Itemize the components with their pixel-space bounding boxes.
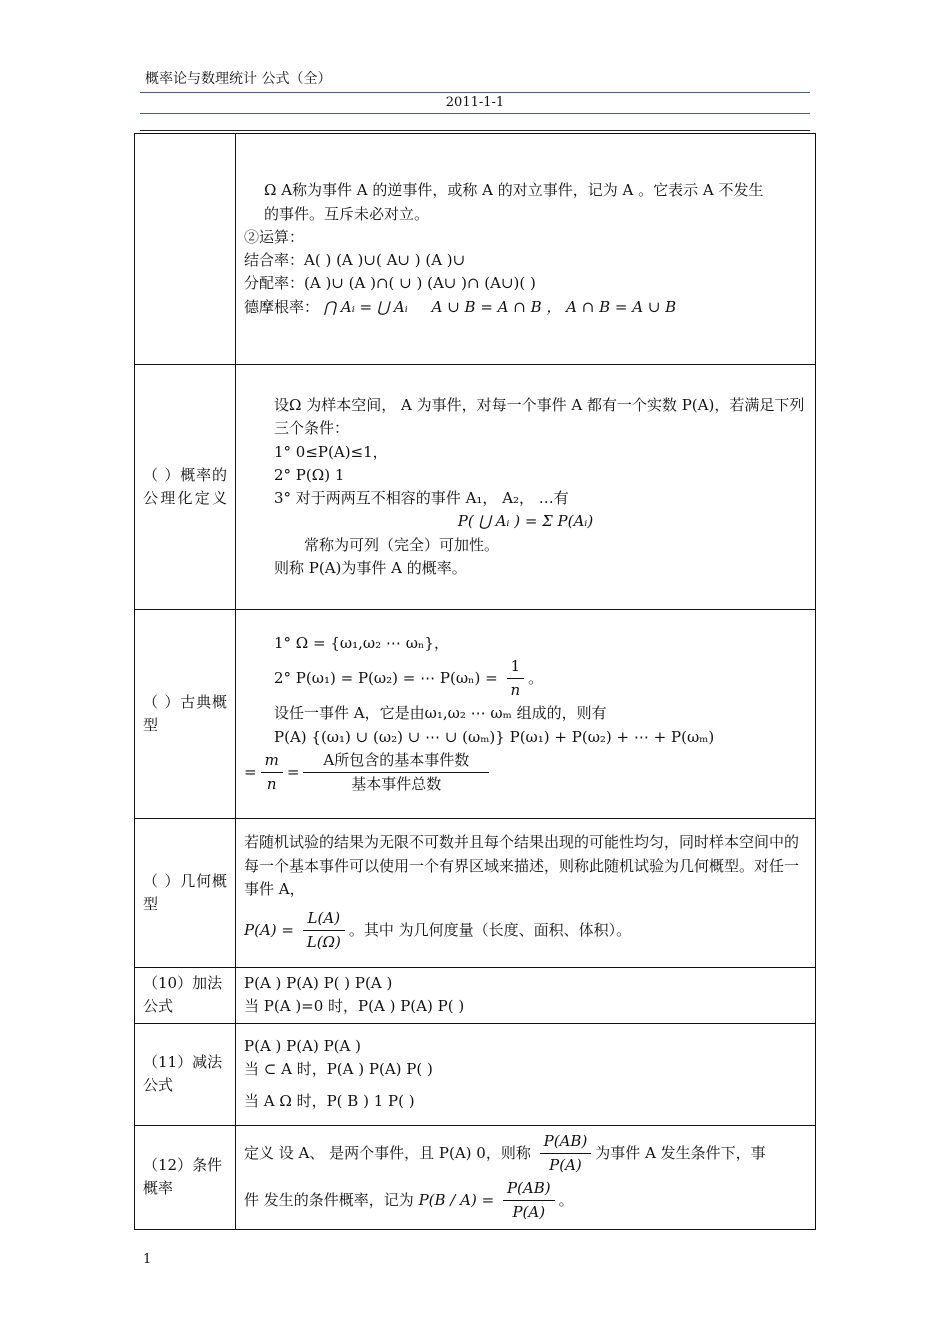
formula-table xyxy=(134,133,816,1230)
content-line: 当 A Ω 时，P( B ) 1 P( ) xyxy=(244,1091,415,1110)
row-content xyxy=(236,1125,816,1229)
fraction-denominator: P(A) xyxy=(512,1203,546,1222)
conditional-note: 件 发生的条件概率，记为 xyxy=(244,1190,414,1209)
row-label: （ ）古典概型 xyxy=(135,610,236,819)
page-number: 1 xyxy=(143,1252,152,1267)
fraction-numerator: m xyxy=(261,749,283,773)
row-label xyxy=(135,134,236,365)
header-title: 概率论与数理统计 公式（全） xyxy=(145,71,332,87)
table-row xyxy=(135,968,816,1024)
content-line: = $\frac{m}{n}$ = $\frac{\text{A所包含的基本事件数}}{\text{基本事件总数}}$ xyxy=(244,749,807,797)
fraction-numerator: L(A) xyxy=(303,907,345,931)
content-line xyxy=(244,296,807,319)
fraction-conditional xyxy=(503,1177,555,1225)
content-line: 2° P(ω₁) = P(ω₂) = ⋯ P(ωₙ) = $\frac{1}{n}$ 。 xyxy=(244,655,807,703)
row-label: （ ）概率的公理化定义 xyxy=(135,365,236,610)
conditional-def: 定义 设 A、 是两个事件，且 P(A) 0，则称 xyxy=(244,1143,531,1162)
content-line xyxy=(244,1130,807,1178)
content-line: P(A) {(ω₁) ∪ (ω₂) ∪ ⋯ ∪ (ωₘ)} P(ω₁) + P(ω₂) + ⋯ + P(ωₘ) xyxy=(274,727,715,746)
content-line: 常称为可列（完全）可加性。 xyxy=(304,535,500,554)
fraction-numerator: A所包含的基本事件数 xyxy=(303,749,489,773)
content-line: Ω A称为事件 A 的逆事件，或称 A 的对立事件，记为 A 。它表示 A 不发生 xyxy=(264,181,764,200)
equal-probability-text: 2° P(ω₁) = P(ω₂) = ⋯ P(ωₙ) = xyxy=(274,668,503,687)
row-label: （ ）几何概型 xyxy=(135,819,236,968)
row-content xyxy=(236,1023,816,1125)
geometric-lhs: P(A) = xyxy=(244,920,294,939)
header-date: 2011-1-1 xyxy=(445,95,505,110)
conditional-lhs: P(B / A) = xyxy=(418,1190,495,1209)
table-row xyxy=(135,1023,816,1125)
content-line: 则称 P(A)为事件 A 的概率。 xyxy=(274,558,467,577)
content-line: 当 P(A )=0 时，P(A ) P(A) P( ) xyxy=(244,997,465,1016)
header-rule xyxy=(140,92,810,93)
content-line: 结合率：A( ) (A )∪( A∪ ) (A )∪ xyxy=(244,251,466,269)
row-label: （11）减法公式 xyxy=(135,1023,236,1125)
content-line: 若随机试验的结果为无限不可数并且每个结果出现的可能性均匀，同时样本空间中的每一个基本事件可以使用一个有界区域来描述，则称此随机试验为几何概型。对任一事件 A， xyxy=(244,833,800,898)
content-line: P(A ) P(A) P( ) P(A ) xyxy=(244,974,393,992)
row-content xyxy=(236,365,816,610)
row-content xyxy=(236,610,816,819)
content-line xyxy=(244,1177,807,1225)
fraction-geometric xyxy=(303,907,345,955)
content-line: 设任一事件 A，它是由ω₁,ω₂ ⋯ ωₘ 组成的，则有 xyxy=(274,704,607,723)
content-line: 3° 对于两两互不相容的事件 A₁， A₂， …有 xyxy=(274,489,569,507)
row-label: （10）加法公式 xyxy=(135,968,236,1024)
conditional-end: 。 xyxy=(558,1190,574,1209)
row-content xyxy=(236,134,816,365)
content-line: 当 ⊂ A 时，P(A ) P(A) P( ) xyxy=(244,1060,433,1079)
fraction-denominator: n xyxy=(510,681,521,700)
row-content xyxy=(236,819,816,968)
header-rule xyxy=(140,113,810,114)
fraction-denominator: L(Ω) xyxy=(306,933,341,952)
demorgan-label: 德摩根率： xyxy=(244,297,320,316)
content-line: 设Ω 为样本空间， A 为事件，对每一个事件 A 都有一个实数 P(A)，若满足下列三个条件： xyxy=(274,396,805,438)
conditional-def-tail: 为事件 A 发生条件下，事 xyxy=(595,1143,766,1162)
fraction-numerator: P(AB) xyxy=(503,1177,555,1201)
table-row xyxy=(135,365,816,610)
content-line: 的事件。互斥未必对立。 xyxy=(264,204,430,223)
content-line: ②运算： xyxy=(244,227,305,246)
additivity-formula: P( ⋃ Aᵢ ) = Σ P(Aᵢ) xyxy=(457,512,594,531)
fraction-denominator: 基本事件总数 xyxy=(351,775,442,794)
content-line xyxy=(244,907,807,955)
fraction-event-count xyxy=(303,749,489,797)
demorgan-formula-b: A ∪ B = A ∩ B ， A ∩ B = A ∪ B xyxy=(431,297,677,316)
table-top-rule xyxy=(140,130,810,131)
fraction-m-over-n xyxy=(261,749,283,797)
row-label: （12）条件概率 xyxy=(135,1125,236,1229)
fraction-1-over-n xyxy=(507,655,525,703)
fraction-denominator: P(A) xyxy=(549,1155,582,1174)
fraction-numerator: 1 xyxy=(507,655,525,679)
table-row xyxy=(135,819,816,968)
content-line: 1° 0≤P(A)≤1， xyxy=(274,442,388,461)
demorgan-formula-a: ⋂ Aᵢ = ⋃ Aᵢ xyxy=(323,297,408,316)
table-row xyxy=(135,610,816,819)
geometric-note: 。其中 为几何度量（长度、面积、体积）。 xyxy=(348,920,632,939)
fraction-conditional xyxy=(540,1130,592,1178)
table-row xyxy=(135,134,816,365)
fraction-numerator: P(AB) xyxy=(540,1130,592,1154)
row-content xyxy=(236,968,816,1024)
fraction-denominator: n xyxy=(266,775,277,794)
table-row xyxy=(135,1125,816,1229)
content-line: 1° Ω = {ω₁,ω₂ ⋯ ωₙ}， xyxy=(274,633,449,652)
content-line: 分配率：(A )∪ (A )∩( ∪ ) (A∪ )∩ (A∪)( ) xyxy=(244,274,536,293)
content-line: P(A ) P(A) P(A ) xyxy=(244,1037,361,1056)
content-line: 2° P(Ω) 1 xyxy=(274,465,345,484)
